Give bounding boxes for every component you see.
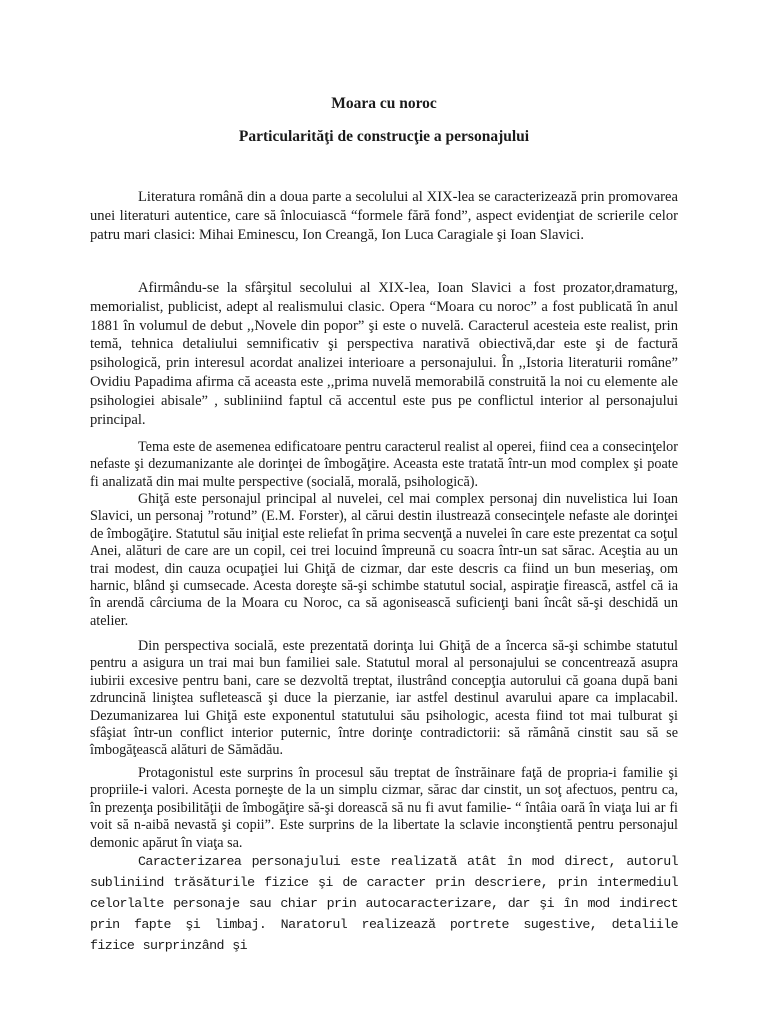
paragraph-character: Ghiţă este personajul principal al nuvelei, cel mai complex personaj din nuvelistica lui Ioan Slavici, un personaj ”rotund” (E.M. Forster), al cărui destin ilustrează consecinţele nefaste ale dorinţei de îmbogăţire. Statutul său iniţial este reliefat în prima secvenţă a nuvelei în care este prezentat ca soţul Anei, alături de care are un copil, cei trei locuind împreună cu soacra într-un sat sărac. Aceştia au un trai modest, din cauza ocupaţiei lui Ghiţă de cizmar, dar este descris ca fiind un bun meseriaş, om harnic, blând şi cumsecade. Acesta doreşte să-şi schimbe statutul social, aspiraţie firească, astfel că ia în arendă cârciuma de la Moara cu Noroc, ca să agonisească suficienţi bani încât să-şi deschidă un atelier. (90, 491, 678, 629)
paragraph-social-perspective: Din perspectiva socială, este prezentată dorinţa lui Ghiţă de a încerca să-şi schimbe statutul pentru a asigura un trai mai bun familiei sale. Statutul moral al personajului se concentrează asupra iubirii excesive pentru bani, care se dezvoltă treptat, ilustrând concepţia autorului că goana după bani zdruncină liniştea sufletească şi duce la pierzanie, iar astfel destinul avarului apare ca implacabil. Dezumanizarea lui Ghiţă este exponentul statutului său psihologic, acesta fiind tot mai tulburat şi sfâşiat într-un conflict interior puternic, între dorinţe contradictorii: să rămână cinstit sau să se îmbogăţească alături de Sămădău. (90, 638, 678, 759)
paragraph-theme: Tema este de asemenea edificatoare pentru caracterul realist al operei, fiind cea a consecinţelor nefaste şi dezumanizante ale dorinţei de îmbogăţire. Aceasta este tratată într-un mod complex şi poate fi analizată din mai multe perspective (socială, morală, psihologică). (90, 439, 678, 490)
paragraph-protagonist: Protagonistul este surprins în procesul său treptat de înstrăinare faţă de propria-i familie şi propriile-i valori. Acesta porneşte de la un simplu cizmar, sărac dar cinstit, un soţ afectuos, pentru ca, în prezenţa posibilităţii de îmbogăţire să-şi dorească să nu fi avut familie- “ întâia oară în viaţa lui ar fi voit să n-aibă nevastă şi copii”. Este surprins de la libertate la sclavie inconştientă pentru personajul demonic apărut în viaţa sa. (90, 765, 678, 851)
document-subtitle: Particularităţi de construcţie a personajului (238, 128, 530, 145)
paragraph-author: Afirmându-se la sfârşitul secolului al XIX-lea, Ioan Slavici a fost prozator,dramaturg, memorialist, publicist, adept al realismului clasic. Opera “Moara cu noroc” a fost publicată în anul 1881 în volumul de debut ,,Novele din popor” şi este o nuvelă. Caracterul acesteia este realist, prin temă, tehnica detaliului semnificativ şi perspectiva narativă obiectivă,dar este şi de factură psihologică, prin interesul acordat analizei interioare a personajului. În ,,Istoria literaturii române” Ovidiu Papadima afirma că aceasta este ,,prima nuvelă memorabilă construită la noi cu elemente ale psihologiei abisale” , subliniind faptul că accentul este pus pe conflictul interior al personajului principal. (90, 280, 678, 428)
paragraph-characterization: Caracterizarea personajului este realizată atât în mod direct, autorul subliniind trăsăturile fizice şi de caracter prin descriere, prin intermediul celorlalte personaje sau chiar prin autocaracterizare, dar şi în mod indirect prin fapte şi limbaj. Naratorul realizează portrete sugestive, detaliile fizice surprinzând şi (90, 854, 678, 953)
paragraph-intro: Literatura română din a doua parte a secolului al XIX-lea se caracterizează prin promovarea unei literaturi autentice, care să înlocuiască “formele fără fond”, aspect evidenţiat de scrierile celor patru mari clasici: Mihai Eminescu, Ion Creangă, Ion Luca Caragiale şi Ioan Slavici. (90, 189, 678, 243)
document-title: Moara cu noroc (331, 95, 437, 112)
